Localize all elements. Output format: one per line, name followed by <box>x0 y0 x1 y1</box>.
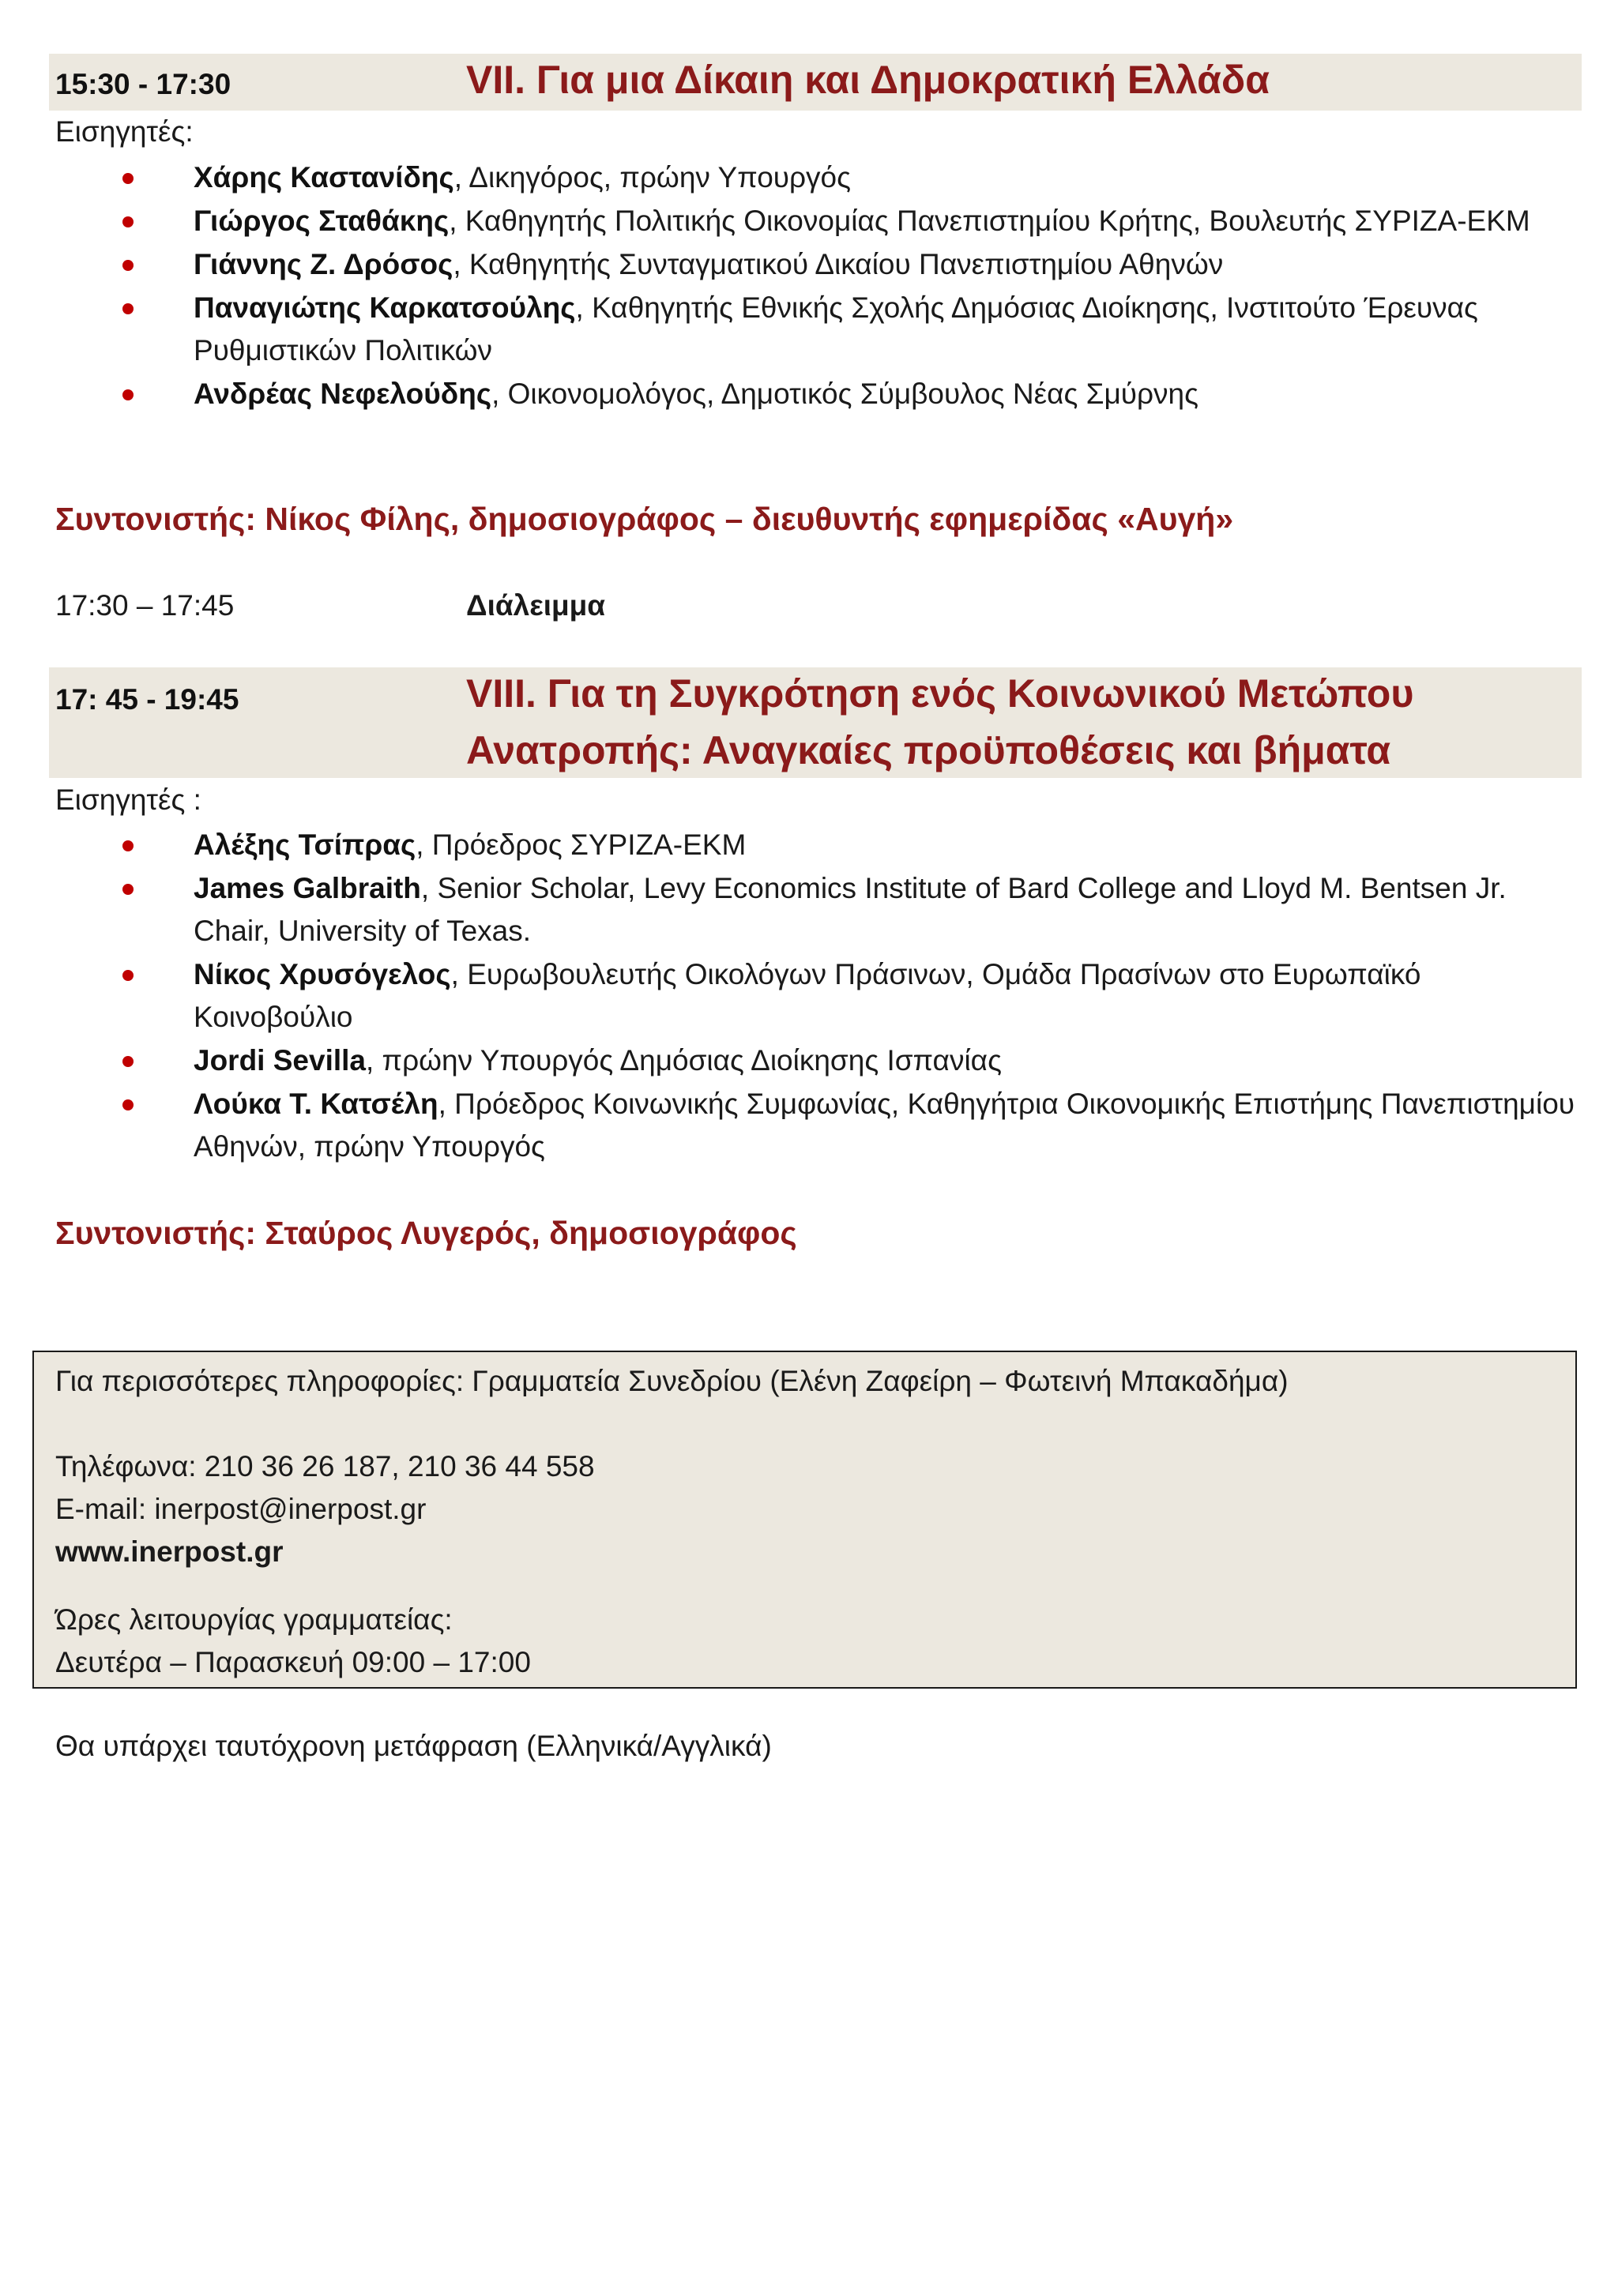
speaker-item <box>0 1039 1618 1082</box>
speaker-item <box>0 867 1618 953</box>
session-8-speakers-label: Εισηγητές : <box>55 783 201 816</box>
speaker-role: , Καθηγητής Εθνικής Σχολής Δημόσιας Διοίκησης, Ινστιτούτο Έρευνας Ρυθμιστικών Πολιτικών <box>194 291 1478 366</box>
session-7-coordinator: Συντονιστής: Νίκος Φίλης, δημοσιογράφος – διευθυντής εφημερίδας «Αυγή» <box>55 501 1234 537</box>
bullet-icon <box>122 389 134 400</box>
session-8-title: VIII. Για τη Συγκρότηση ενός Κοινωνικού Μετώπου Ανατροπής: Αναγκαίες προϋποθέσεις και βήματα <box>466 671 1414 772</box>
speaker-name: Χάρης Καστανίδης <box>194 161 454 194</box>
speaker-role: , Οικονομολόγος, Δημοτικός Σύμβουλος Νέας Σμύρνης <box>491 378 1198 410</box>
speaker-item <box>0 200 1618 242</box>
session-7-header <box>49 54 1582 111</box>
speaker-item <box>0 287 1618 372</box>
session-8-time: 17: 45 - 19:45 <box>55 683 239 716</box>
hours-label: Ώρες λειτουργίας γραμματείας: <box>55 1603 453 1636</box>
speaker-name: Αλέξης Τσίπρας <box>194 829 416 861</box>
bullet-icon <box>122 1099 134 1110</box>
session-7-title: VII. Για μια Δίκαιη και Δημοκρατική Ελλάδα <box>466 58 1270 102</box>
bullet-icon <box>122 970 134 981</box>
phones-text: Τηλέφωνα: 210 36 26 187, 210 36 44 558 <box>55 1450 595 1482</box>
speaker-role: , Δικηγόρος, πρώην Υπουργός <box>453 161 851 194</box>
speaker-role: , Πρόεδρος Κοινωνικής Συμφωνίας, Καθηγήτρια Οικονομικής Επιστήμης Πανεπιστημίου Αθηνών, πρώην Υπουργός <box>194 1088 1575 1163</box>
bullet-icon <box>122 260 134 271</box>
speaker-item <box>0 953 1618 1039</box>
break-time: 17:30 – 17:45 <box>55 589 235 622</box>
break-label: Διάλειμμα <box>466 589 606 622</box>
bullet-icon <box>122 840 134 851</box>
contact-info-box <box>32 1351 1577 1689</box>
session-7-speakers-list <box>0 156 1618 416</box>
speaker-name: Γιάννης Ζ. Δρόσος <box>194 248 453 280</box>
speaker-role: , Καθηγητής Συνταγματικού Δικαίου Πανεπιστημίου Αθηνών <box>453 248 1224 280</box>
more-info-text: Για περισσότερες πληροφορίες: Γραμματεία Συνεδρίου (Ελένη Ζαφείρη – Φωτεινή Μπακαδήμα) <box>55 1365 1289 1397</box>
speaker-item <box>0 1083 1618 1168</box>
bullet-icon <box>122 216 134 227</box>
email-link[interactable]: E-mail: inerpost@inerpost.gr <box>55 1493 427 1525</box>
speaker-item <box>0 824 1618 866</box>
speaker-role: , Πρόεδρος ΣΥΡΙΖΑ-ΕΚΜ <box>416 829 747 861</box>
bullet-icon <box>122 884 134 895</box>
session-8-header <box>49 667 1582 778</box>
speaker-name: Λούκα Τ. Κατσέλη <box>194 1088 438 1120</box>
session-8-coordinator: Συντονιστής: Σταύρος Λυγερός, δημοσιογράφος <box>55 1215 797 1251</box>
session-8-speakers-list <box>0 824 1618 1169</box>
speaker-name: Ανδρέας Νεφελούδης <box>194 378 492 410</box>
session-7-speakers-label: Εισηγητές: <box>55 115 194 148</box>
speaker-role: , Καθηγητής Πολιτικής Οικονομίας Πανεπιστημίου Κρήτης, Βουλευτής ΣΥΡΙΖΑ-ΕΚΜ <box>449 205 1530 237</box>
speaker-item <box>0 156 1618 199</box>
speaker-role: , Ευρωβουλευτής Οικολόγων Πράσινων, Ομάδα Πρασίνων στο Ευρωπαϊκό Κοινοβούλιο <box>194 958 1421 1033</box>
bullet-icon <box>122 173 134 184</box>
speaker-role: , Senior Scholar, Levy Economics Institute of Bard College and Lloyd M. Bentsen Jr. Chair, University of Texas. <box>194 872 1507 947</box>
website-link[interactable]: www.inerpost.gr <box>55 1535 284 1568</box>
translation-note: Θα υπάρχει ταυτόχρονη μετάφραση (Ελληνικά/Αγγλικά) <box>55 1730 772 1762</box>
speaker-name: James Galbraith <box>194 872 421 904</box>
speaker-name: Παναγιώτης Καρκατσούλης <box>194 291 576 324</box>
session-7-time: 15:30 - 17:30 <box>55 68 231 100</box>
speaker-name: Jordi Sevilla <box>194 1044 366 1077</box>
speaker-item <box>0 373 1618 415</box>
bullet-icon <box>122 303 134 314</box>
hours-text: Δευτέρα – Παρασκευή 09:00 – 17:00 <box>55 1646 531 1678</box>
speaker-name: Νίκος Χρυσόγελος <box>194 958 451 990</box>
speaker-role: , πρώην Υπουργός Δημόσιας Διοίκησης Ισπανίας <box>366 1044 1002 1077</box>
bullet-icon <box>122 1056 134 1067</box>
speaker-name: Γιώργος Σταθάκης <box>194 205 450 237</box>
speaker-item <box>0 243 1618 286</box>
